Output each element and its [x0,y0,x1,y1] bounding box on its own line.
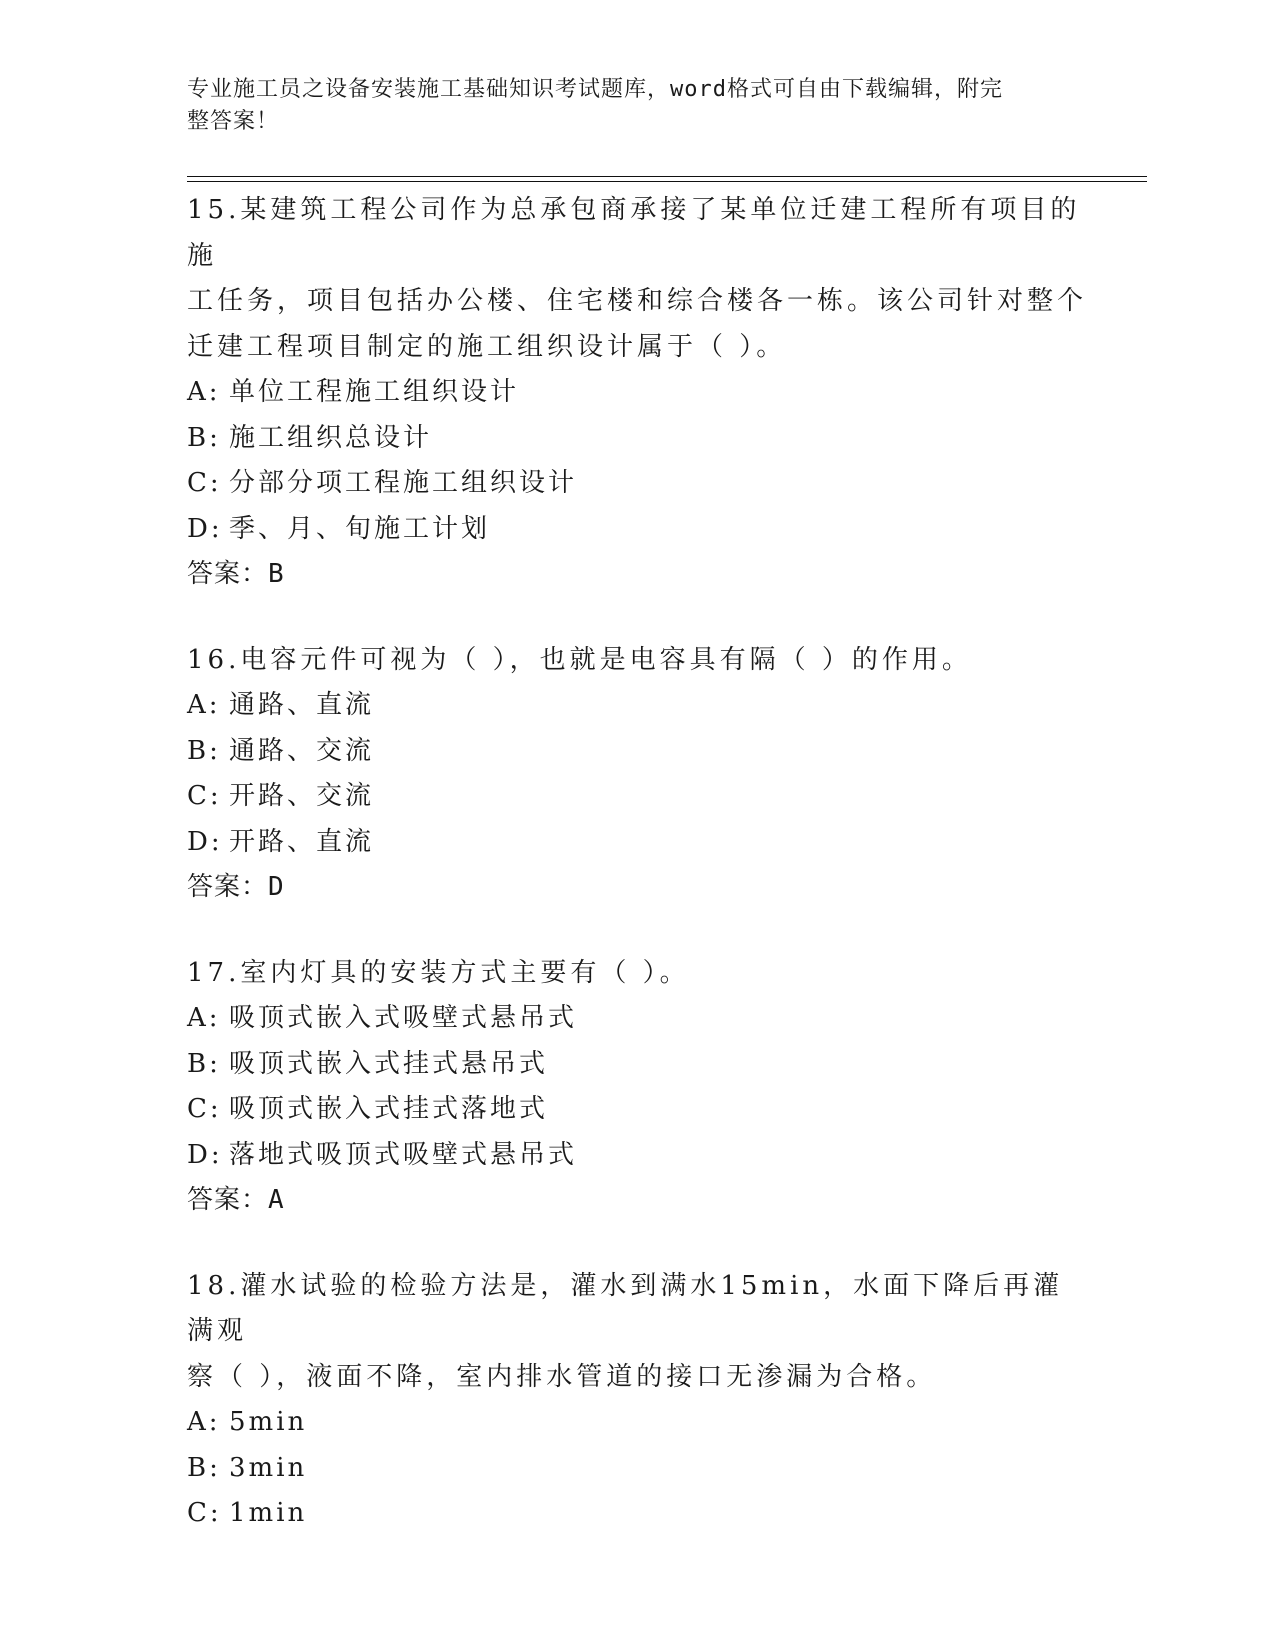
option-text: 分部分项工程施工组织设计 [229,468,578,498]
option-letter: B: [187,1452,221,1483]
option-c [187,1087,1087,1133]
question-text-line: 15.某建筑工程公司作为总承包商承接了某单位迁建工程所有项目的施 [187,195,1081,271]
option-d [187,1133,1087,1179]
option-text: 吸顶式嵌入式吸壁式悬吊式 [229,1003,578,1033]
question-17 [187,951,1087,1224]
option-letter: C: [187,468,222,498]
option-text: 开路、直流 [229,826,375,857]
option-letter: C: [187,1094,222,1124]
option-letter: A: [187,377,221,407]
option-letter: A: [187,690,221,720]
option-letter: B: [187,735,221,766]
question-text [187,638,1087,684]
option-letter: B: [187,1048,221,1079]
option-letter: C: [187,1498,222,1528]
option-letter: A: [187,1407,221,1437]
question-16 [187,638,1087,911]
option-a [187,996,1087,1042]
option-text: 5min [229,1407,308,1437]
header-line-1: 专业施工员之设备安装施工基础知识考试题库，word格式可自由下载编辑，附完 [187,77,1003,102]
option-letter: A: [187,1003,221,1033]
option-b [187,1042,1087,1088]
option-letter: D: [187,1139,223,1170]
option-letter: D: [187,826,223,857]
option-letter: B: [187,422,221,453]
option-text: 吸顶式嵌入式挂式悬吊式 [229,1048,549,1079]
option-letter: D: [187,513,223,544]
question-text [187,951,1087,997]
header-divider-top [187,176,1147,177]
question-text-line: 17.室内灯具的安装方式主要有（ ）。 [187,957,690,988]
header-divider-bottom [187,181,1147,182]
option-letter: C: [187,781,222,811]
option-c [187,774,1087,820]
document-header [187,74,1067,138]
question-text [187,188,1087,370]
option-text: 吸顶式嵌入式挂式落地式 [229,1094,549,1124]
question-text-line: 工任务，项目包括办公楼、住宅楼和综合楼各一栋。该公司针对整个 [187,286,1088,316]
answer: 答案：B [187,559,285,589]
option-text: 1min [229,1498,308,1528]
option-a [187,683,1087,729]
header-line-2: 整答案！ [187,109,280,134]
option-b [187,416,1087,462]
option-text: 开路、交流 [229,781,375,811]
question-list [187,188,1087,1577]
question-text-line: 16.电容元件可视为（ ），也就是电容具有隔（ ）的作用。 [187,644,972,675]
answer: 答案：A [187,1185,285,1215]
answer: 答案：D [187,872,285,902]
option-d [187,507,1087,553]
option-a [187,370,1087,416]
option-text: 施工组织总设计 [229,422,433,453]
question-text [187,1264,1087,1401]
question-15 [187,188,1087,598]
option-c [187,1491,1087,1537]
option-text: 通路、交流 [229,735,375,766]
option-text: 3min [229,1452,308,1483]
question-text-line: 18.灌水试验的检验方法是，灌水到满水15min，水面下降后再灌满观 [187,1270,1064,1346]
option-text: 通路、直流 [229,690,375,720]
option-d [187,820,1087,866]
option-b [187,729,1087,775]
question-text-line: 察（ ），液面不降，室内排水管道的接口无渗漏为合格。 [187,1361,937,1392]
question-text-line: 迁建工程项目制定的施工组织设计属于（ ）。 [187,331,787,362]
question-18 [187,1264,1087,1537]
option-text: 落地式吸顶式吸壁式悬吊式 [229,1139,578,1170]
option-a [187,1400,1087,1446]
option-text: 单位工程施工组织设计 [229,377,520,407]
option-text: 季、月、旬施工计划 [229,513,491,544]
option-b [187,1446,1087,1492]
option-c [187,461,1087,507]
